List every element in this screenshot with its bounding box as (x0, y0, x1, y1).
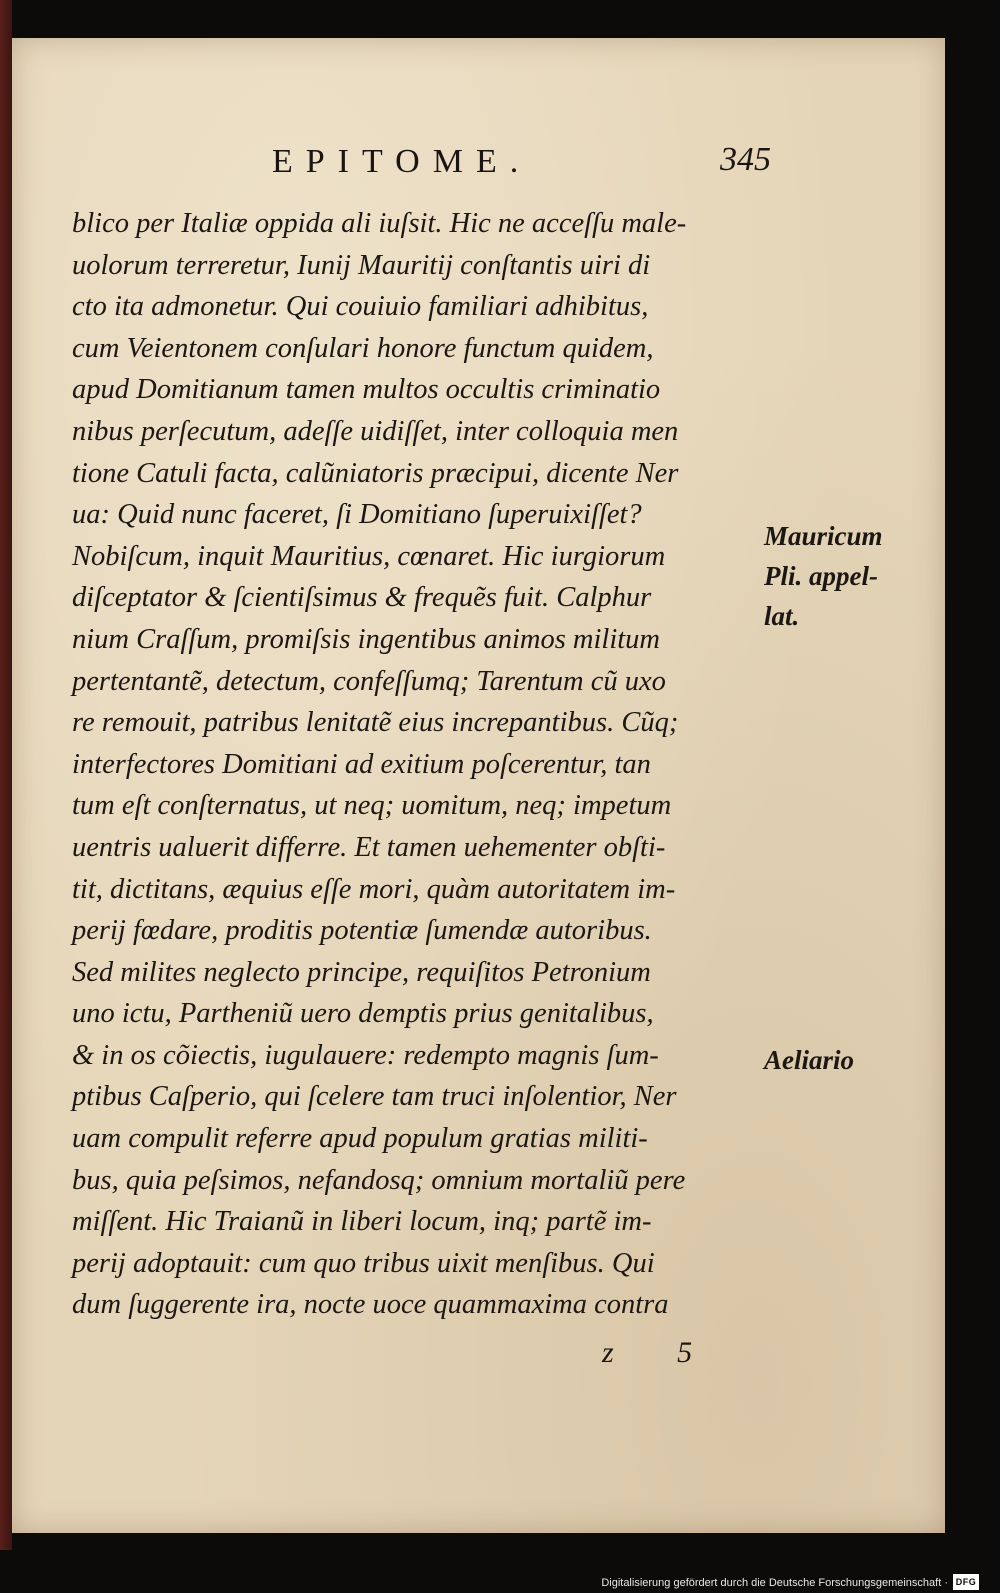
margin-note-mauricum (764, 516, 883, 636)
text-line: uolorum terreretur, Iunij Mauritij conſtantis uiri di (72, 249, 651, 281)
text-line: cum Veientonem conſulari honore functum quidem, (72, 332, 654, 364)
text-line: uam compulit referre apud populum gratias militi- (72, 1123, 648, 1155)
text-line: pertentantẽ, detectum, confeſſumq; Tarentum cũ uxo (72, 665, 666, 697)
text-line: nium Craſſum, promiſsis ingentibus animos militum (72, 623, 660, 655)
margin-note-line: Pli. appel- (764, 561, 878, 591)
text-line: miſſent. Hic Traianũ in liberi locum, inq; partẽ im- (72, 1206, 652, 1238)
text-line: cto ita admonetur. Qui couiuio familiari adhibitus, (72, 291, 649, 323)
text-line: bus, quia peſsimos, nefandosq; omnium mortaliũ pere (72, 1164, 686, 1196)
text-line: tit, dictitans, æquius eſſe mori, quàm autoritatem im- (72, 873, 676, 905)
text-line: diſceptator & ſcientiſsimus & frequẽs fuit. Calphur (72, 582, 652, 614)
text-line: apud Domitianum tamen multos occultis criminatio (72, 374, 661, 406)
text-line: nibus perſecutum, adeſſe uidiſſet, inter colloquia men (72, 415, 679, 447)
catchword-signature: z 5 (602, 1336, 721, 1369)
text-line: tum eſt conſternatus, ut neq; uomitum, neq; impetum (72, 790, 672, 822)
text-line: ptibus Caſperio, qui ſcelere tam truci inſolentior, Ner (72, 1081, 677, 1113)
margin-note-line: lat. (764, 601, 800, 631)
book-cover-edge (0, 0, 12, 1593)
margin-note-line: Mauricum (764, 521, 883, 551)
text-line: dum ſuggerente ira, nocte uoce quammaxima contra (72, 1289, 669, 1321)
digitization-credit: Digitalisierung gefördert durch die Deutsche Forschungsgemeinschaft · (601, 1577, 948, 1589)
body-text (72, 203, 782, 1326)
text-line: ua: Quid nunc faceret, ſi Domitiano ſuperuixiſſet? (72, 499, 642, 531)
dfg-logo: DFG (953, 1574, 979, 1590)
text-line: blico per Italiæ oppida ali iuſsit. Hic ne acceſſu male- (72, 208, 687, 239)
text-line: perij adoptauit: cum quo tribus uixit menſibus. Qui (72, 1247, 655, 1279)
running-title: EPITOME. (272, 143, 532, 180)
margin-note-aeliario (764, 1040, 854, 1080)
text-line: perij fœdare, proditis potentiæ ſumendæ autoribus. (72, 915, 652, 947)
book-page (12, 38, 945, 1533)
text-line: uno ictu, Partheniũ uero demptis prius genitalibus, (72, 998, 654, 1030)
text-line: tione Catuli facta, calũniatoris præcipui, dicente Ner (72, 457, 679, 489)
text-line: interfectores Domitiani ad exitium poſcerentur, tan (72, 748, 651, 780)
margin-note-line: Aeliario (764, 1045, 855, 1075)
text-line: & in os cõiectis, iugulauere: redempto magnis ſum- (72, 1039, 659, 1071)
text-line: re remouit, patribus lenitatẽ eius increpantibus. Cũq; (72, 707, 679, 739)
text-line: uentris ualuerit differre. Et tamen uehementer obſti- (72, 831, 666, 863)
text-line: Sed milites neglecto principe, requiſitos Petronium (72, 956, 651, 988)
text-line: Nobiſcum, inquit Mauritius, cœnaret. Hic iurgiorum (72, 540, 666, 572)
page-number: 345 (720, 141, 771, 178)
